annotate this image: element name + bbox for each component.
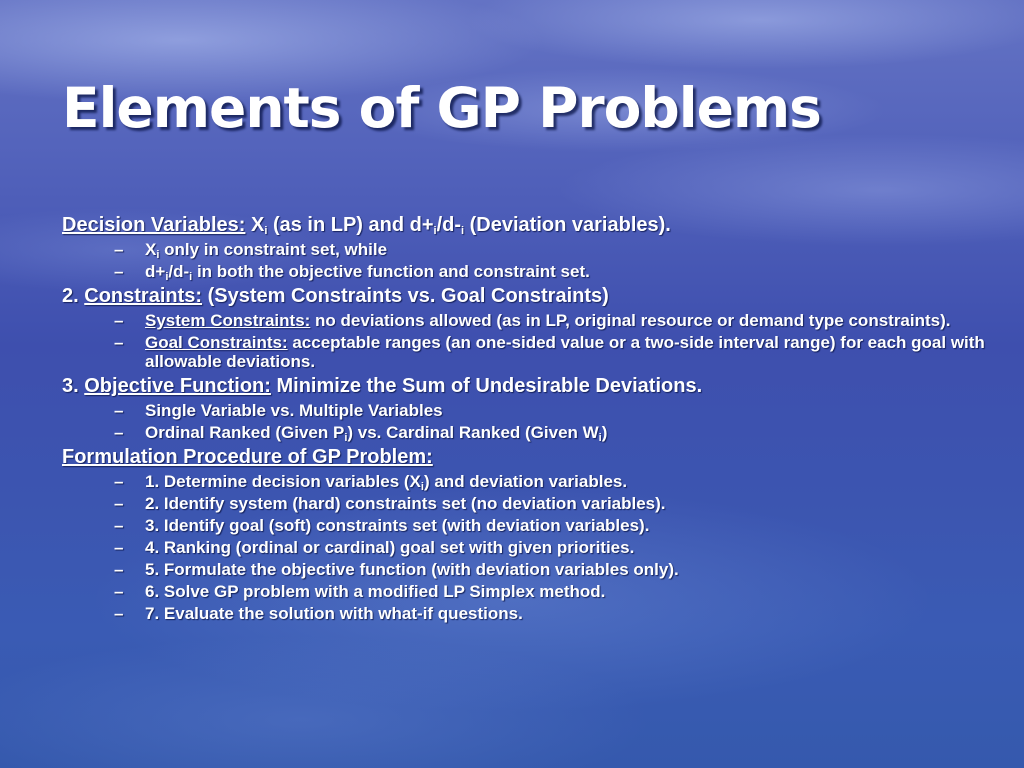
slide-title: Elements of GP Problems bbox=[62, 76, 821, 140]
section-decision-variables bbox=[62, 213, 1002, 238]
step-1 bbox=[62, 472, 1002, 491]
step-sub-i: i bbox=[420, 481, 424, 493]
dash-bullet: – bbox=[114, 560, 124, 579]
step-4 bbox=[62, 538, 1002, 557]
b-x: X bbox=[145, 240, 157, 259]
step-5 bbox=[62, 560, 1002, 579]
sec1-sub-i2: i bbox=[433, 225, 437, 237]
step-text: 6. Solve GP problem with a modified LP Simplex method. bbox=[145, 582, 606, 601]
bullet-system-constraints bbox=[62, 311, 1002, 330]
step-text: 4. Ranking (ordinal or cardinal) goal set with given priorities. bbox=[145, 538, 635, 557]
dash-bullet: – bbox=[114, 423, 124, 442]
b-sub-i: i bbox=[344, 432, 348, 444]
sec3-number: 3. bbox=[62, 375, 85, 397]
bullet-ordinal-cardinal bbox=[62, 423, 1002, 442]
formulation-procedure-label: Formulation Procedure of GP Problem: bbox=[62, 446, 433, 468]
objective-function-label: Objective Function: bbox=[84, 375, 271, 397]
sec1-slash: /d- bbox=[436, 214, 462, 236]
dash-bullet: – bbox=[114, 240, 124, 259]
b-text: in both the objective function and constraint set. bbox=[192, 262, 590, 281]
b-text-a: Ordinal Ranked (Given P bbox=[145, 423, 345, 442]
sec2-number: 2. bbox=[62, 285, 85, 307]
sec1-mid: (as in LP) and d+ bbox=[267, 214, 434, 236]
dash-bullet: – bbox=[114, 311, 124, 330]
b-sub-i: i bbox=[165, 271, 169, 283]
decision-variables-label: Decision Variables: bbox=[62, 214, 246, 236]
sec1-sub-i3: i bbox=[461, 225, 465, 237]
sec3-text: Minimize the Sum of Undesirable Deviations. bbox=[270, 375, 703, 397]
dash-bullet: – bbox=[114, 333, 124, 352]
section-objective-function bbox=[62, 374, 1002, 399]
step-text: 7. Evaluate the solution with what-if questions. bbox=[145, 604, 523, 623]
b-dplus: d+ bbox=[145, 262, 166, 281]
dash-bullet: – bbox=[114, 516, 124, 535]
bullet-deviation-both bbox=[62, 262, 1002, 281]
step-text: 5. Formulate the objective function (with deviation variables only). bbox=[145, 560, 679, 579]
dash-bullet: – bbox=[114, 401, 124, 420]
step-text: 2. Identify system (hard) constraints set (no deviation variables). bbox=[145, 494, 666, 513]
b-text: Single Variable vs. Multiple Variables bbox=[145, 401, 443, 420]
system-constraints-label: System Constraints: bbox=[145, 311, 311, 330]
b-text: acceptable ranges (an one-sided value or a two-side interval range) for each goal with allowable deviations. bbox=[145, 333, 985, 371]
b-sub-i2: i bbox=[189, 271, 193, 283]
sec1-tail: (Deviation variables). bbox=[464, 214, 671, 236]
step-6 bbox=[62, 582, 1002, 601]
step-7 bbox=[62, 604, 1002, 623]
dash-bullet: – bbox=[114, 538, 124, 557]
step-3 bbox=[62, 516, 1002, 535]
dash-bullet: – bbox=[114, 472, 124, 491]
dash-bullet: – bbox=[114, 604, 124, 623]
b-text: only in constraint set, while bbox=[159, 240, 388, 259]
bullet-goal-constraints bbox=[62, 333, 1002, 371]
b-sub-i: i bbox=[156, 249, 160, 261]
step-text-a: 1. Determine decision variables (X bbox=[145, 472, 421, 491]
dash-bullet: – bbox=[114, 262, 124, 281]
b-text: no deviations allowed (as in LP, original resource or demand type constraints). bbox=[310, 311, 951, 330]
section-constraints bbox=[62, 284, 1002, 309]
sec1-x: X bbox=[250, 214, 265, 236]
dash-bullet: – bbox=[114, 582, 124, 601]
constraints-label: Constraints: bbox=[84, 285, 203, 307]
b-text-b: ) vs. Cardinal Ranked (Given W bbox=[347, 423, 599, 442]
b-sub-i2: i bbox=[598, 432, 602, 444]
bullet-xi-constraint bbox=[62, 240, 1002, 259]
bullet-single-multiple bbox=[62, 401, 1002, 420]
sec2-text: (System Constraints vs. Goal Constraints) bbox=[202, 285, 609, 307]
section-formulation-procedure bbox=[62, 445, 1002, 470]
goal-constraints-label: Goal Constraints: bbox=[145, 333, 288, 352]
b-dminus: /d- bbox=[168, 262, 190, 281]
b-text-c: ) bbox=[601, 423, 608, 442]
slide-content bbox=[62, 212, 1002, 626]
step-text: 3. Identify goal (soft) constraints set (with deviation variables). bbox=[145, 516, 650, 535]
step-2 bbox=[62, 494, 1002, 513]
step-text-b: ) and deviation variables. bbox=[423, 472, 628, 491]
sec1-sub-i: i bbox=[264, 225, 268, 237]
dash-bullet: – bbox=[114, 494, 124, 513]
